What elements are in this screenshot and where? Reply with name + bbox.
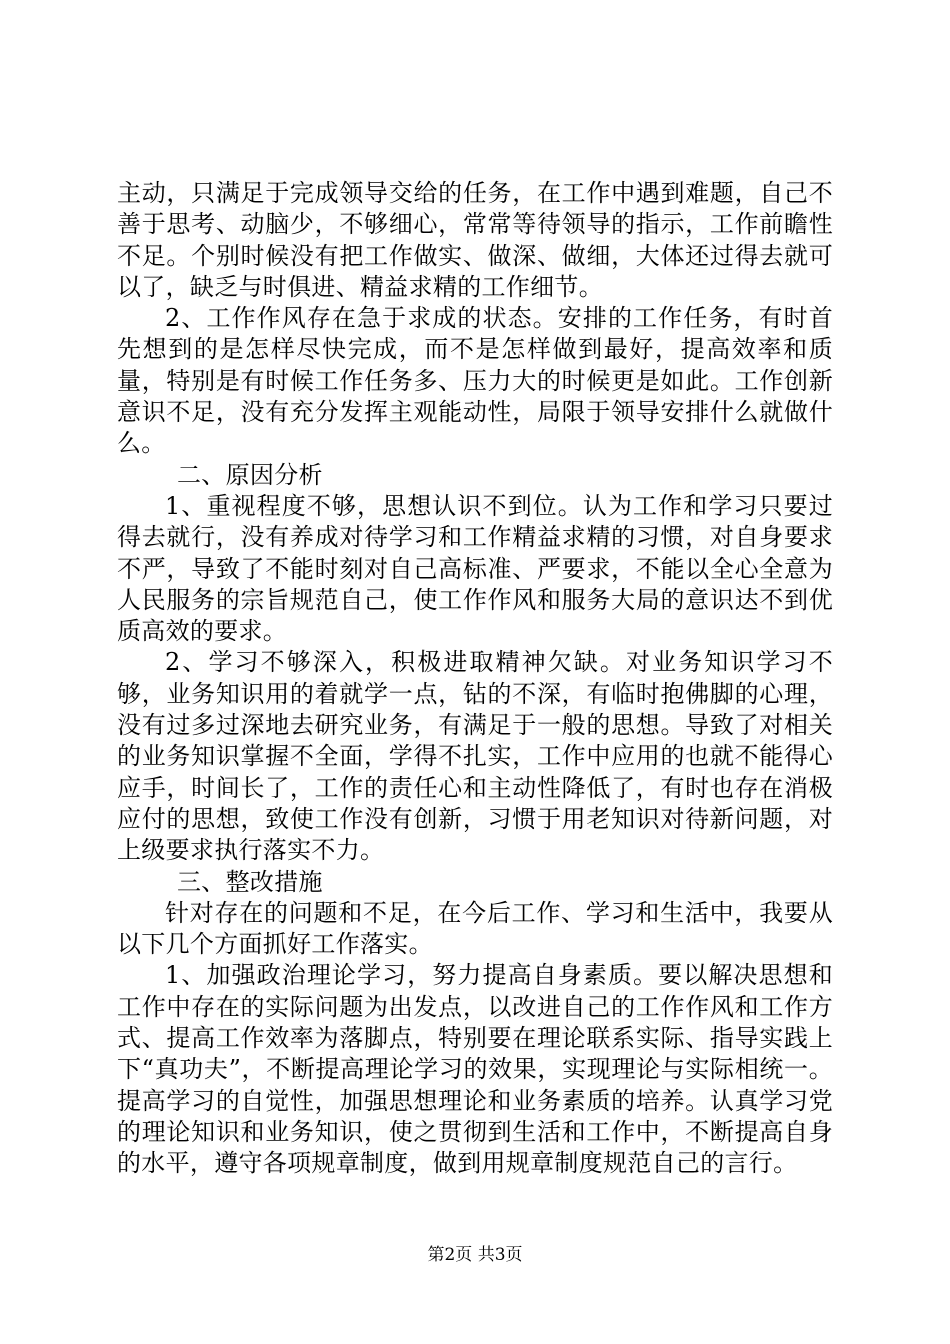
paragraph: 2、学习不够深入，积极进取精神欠缺。对业务知识学习不够，业务知识用的着就学一点，钻的不深，有临时抱佛脚的心理，没有过多过深地去研究业务，有满足于一般的思想。导致了对相关的业务知识掌握不全面，学得不扎实，工作中应用的也就不能得心应手，时间长了，工作的责任心和主动性降低了，有时也存在消极应付的思想，致使工作没有创新，习惯于用老知识对待新问题，对上级要求执行落实不力。 xyxy=(117,648,833,865)
paragraph: 针对存在的问题和不足，在今后工作、学习和生活中，我要从以下几个方面抓好工作落实。 xyxy=(117,898,833,959)
document-body xyxy=(117,178,833,1180)
section-heading-rectification-measures: 三、整改措施 xyxy=(177,867,323,896)
paragraph: 1、加强政治理论学习，努力提高自身素质。要以解决思想和工作中存在的实际问题为出发点，以改进自己的工作作风和工作方式、提高工作效率为落脚点，特别要在理论联系实际、指导实践上下“真功夫”，不断提高理论学习的效果，实现理论与实际相统一。提高学习的自觉性，加强思想理论和业务素质的培养。认真学习党的理论知识和业务知识，使之贯彻到生活和工作中，不断提高自身的水平，遵守各项规章制度，做到用规章制度规范自己的言行。 xyxy=(117,961,833,1178)
section-heading-cause-analysis: 二、原因分析 xyxy=(177,460,323,489)
paragraph: 1、重视程度不够，思想认识不到位。认为工作和学习只要过得去就行，没有养成对待学习和工作精益求精的习惯，对自身要求不严，导致了不能时刻对自己高标准、严要求，不能以全心全意为人民服务的宗旨规范自己，使工作作风和服务大局的意识达不到优质高效的要求。 xyxy=(117,491,833,646)
paragraph-continuation: 主动，只满足于完成领导交给的任务，在工作中遇到难题，自己不善于思考、动脑少，不够细心，常常等待领导的指示，工作前瞻性不足。个别时候没有把工作做实、做深、做细，大体还过得去就可以了，缺乏与时俱进、精益求精的工作细节。 xyxy=(117,179,833,301)
paragraph: 2、工作作风存在急于求成的状态。安排的工作任务，有时首先想到的是怎样尽快完成，而不是怎样做到最好，提高效率和质量，特别是有时候工作任务多、压力大的时候更是如此。工作创新意识不足，没有充分发挥主观能动性，局限于领导安排什么就做什么。 xyxy=(117,304,833,458)
page-number-footer: 第2页 共3页 xyxy=(427,1245,523,1265)
